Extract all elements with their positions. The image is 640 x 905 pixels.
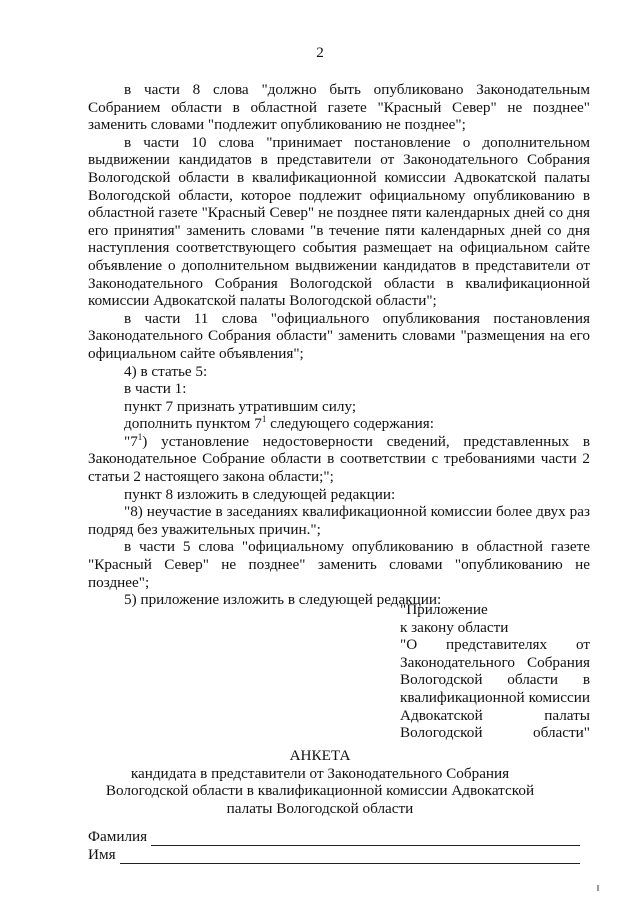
paragraph-point-8-text: "8) неучастие в заседаниях квалификационной комиссии более двух раз подряд без уважительных причин."; — [88, 503, 590, 538]
superscript-one: 1 — [261, 414, 267, 425]
add-point-text: дополнить пунктом 7 — [124, 415, 262, 433]
surname-blank-line[interactable] — [151, 832, 580, 846]
paragraph-article-5: 4) в статье 5: — [124, 362, 208, 380]
point-7-1-prefix: "7 — [124, 432, 138, 450]
point-7-1-body: ) установление недостоверности сведений, представленных в Законодательное Собрание области в соответствии с требованиями части 2 статьи 2 настоящего закона области;"; — [88, 432, 590, 486]
appendix-line-2: к закону области — [400, 618, 509, 636]
paragraph-part-10: в части 10 слова "принимает постановление о дополнительном выдвижении кандидатов в представители от Законодательного Собрания Вологодской области в квалификационной комиссии Адвокатской палаты Вологодской области, которое подлежит официальному опубликованию в областной газете "Красный Север" не позднее пяти календарных дней со дня его принятия" заменить словами "в течение пяти календарных дней со дня наступления соответствующего события размещает на официальном сайте объявление о дополнительном выдвижении кандидатов в представители от Законодательного Собрания Вологодской области в квалификационной комиссии Адвокатской палаты Вологодской области"; — [88, 133, 590, 310]
paragraph-point-7-repeal: пункт 7 признать утратившим силу; — [124, 397, 357, 415]
paragraph-part-8: в части 8 слова "должно быть опубликовано Законодательным Собранием области в областной газете "Красный Север" не позднее" заменить словами "подлежит опубликованию не позднее"; — [88, 81, 590, 134]
name-blank-line[interactable] — [120, 850, 580, 864]
paragraph-part-1: в части 1: — [124, 380, 187, 398]
surname-label: Фамилия — [88, 828, 148, 845]
page-number: 2 — [316, 44, 324, 61]
scan-mark — [597, 885, 599, 891]
appendix-law-title: "О представителях от Законодательного Собрания Вологодской области в квалификационной комиссии Адвокатской палаты Вологодской области" — [400, 636, 590, 742]
surname-field — [88, 828, 580, 846]
amendment-text — [88, 81, 590, 609]
paragraph-point-7-1-text — [88, 433, 590, 486]
paragraph-add-point-7-1 — [88, 415, 590, 433]
questionnaire-subtitle: кандидата в представители от Законодательного Собрания Вологодской области в квалификационной комиссии Адвокатской палаты Вологодской области — [105, 764, 535, 817]
paragraph-point-8-edit: пункт 8 изложить в следующей редакции: — [124, 485, 396, 503]
name-field — [88, 846, 580, 864]
paragraph-part-5: в части 5 слова "официальному опубликованию в областной газете "Красный Север" не позднее" заменить словами "опубликованию не позднее"; — [88, 538, 590, 591]
questionnaire-title: АНКЕТА — [289, 747, 351, 764]
paragraph-part-11: в части 11 слова "официального опубликования постановления Законодательного Собрания области" заменить словами "размещения на его официальном сайте объявления"; — [88, 309, 590, 362]
appendix-header — [400, 601, 590, 742]
superscript-one: 1 — [137, 431, 143, 442]
questionnaire-header — [0, 747, 640, 817]
name-label: Имя — [88, 846, 116, 863]
paragraph-appendix-edit: 5) приложение изложить в следующей редакции: — [124, 591, 442, 609]
add-point-text-end: следующего содержания: — [266, 415, 434, 433]
appendix-line-1: "Приложение — [400, 601, 488, 618]
